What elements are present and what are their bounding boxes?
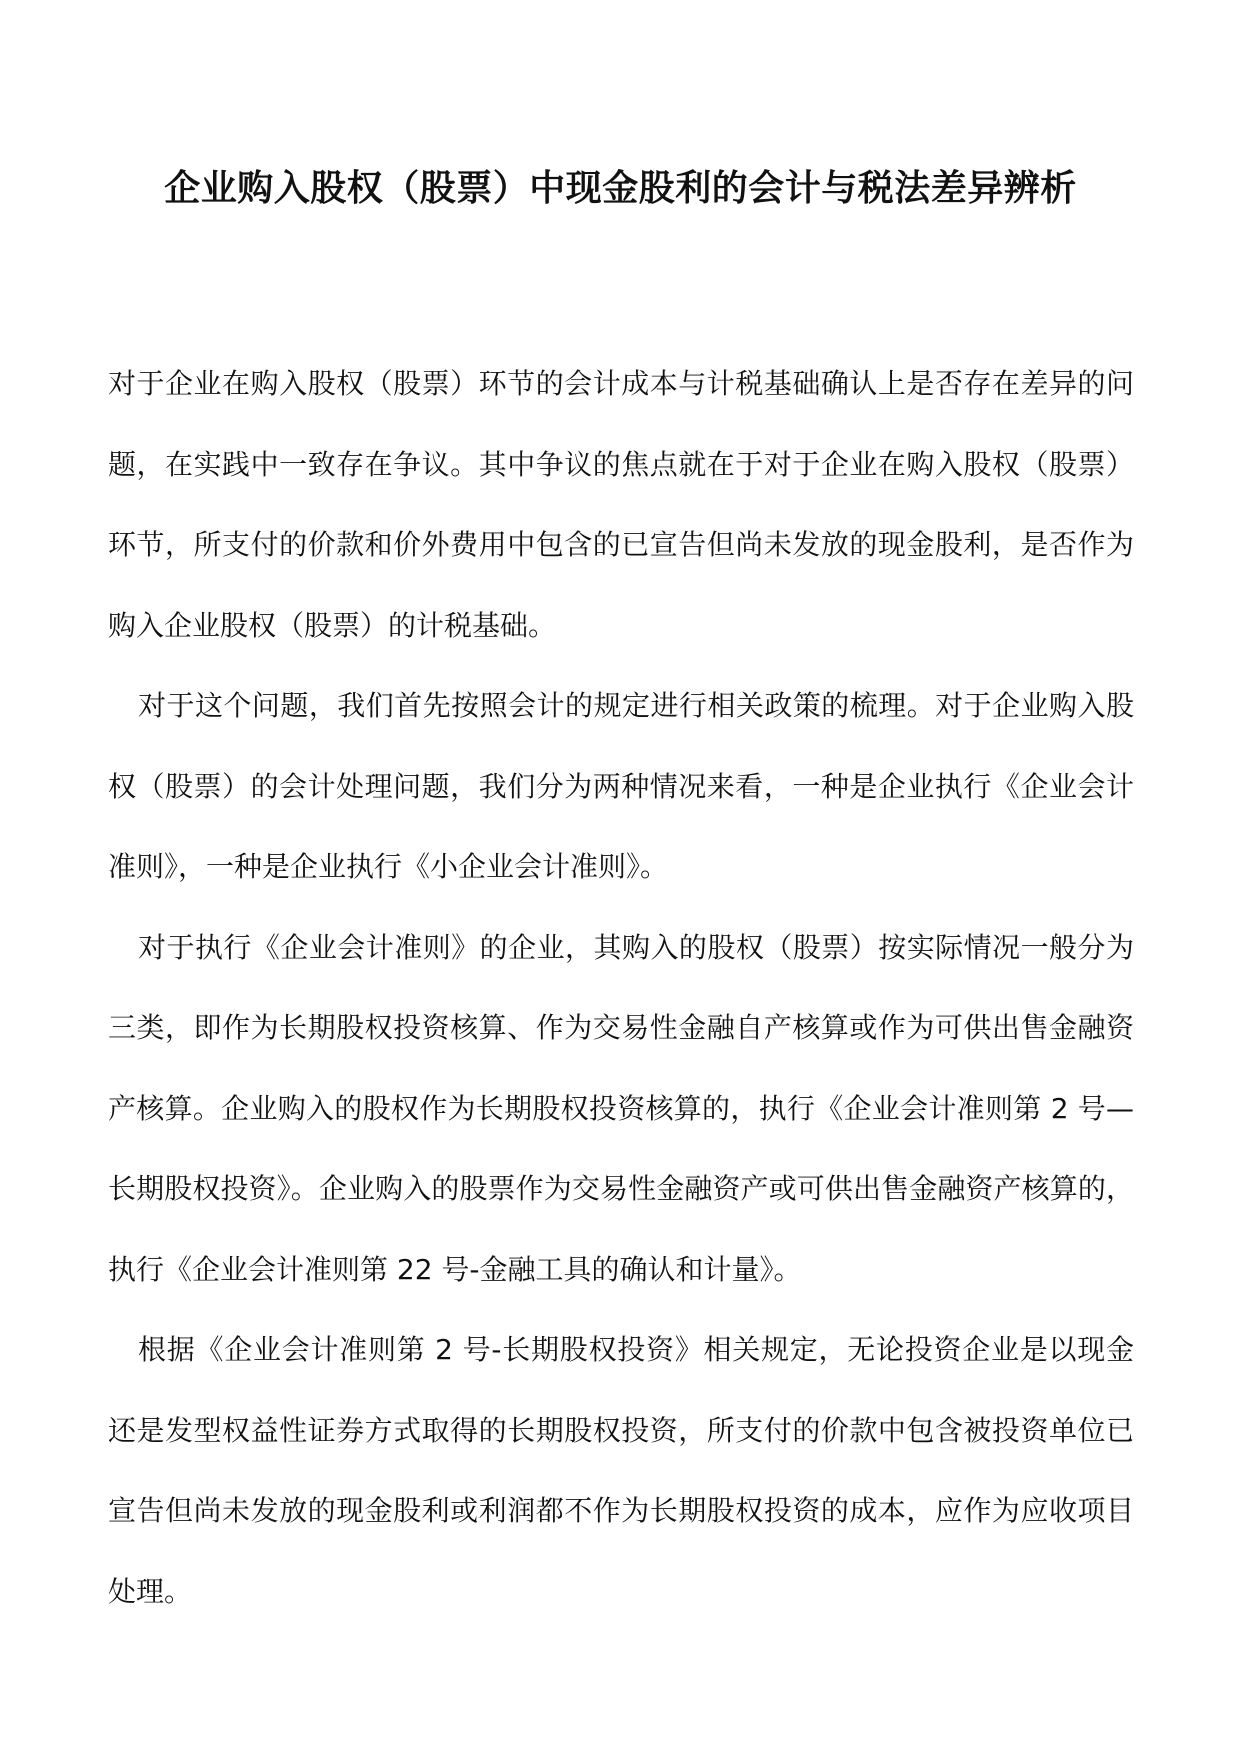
document-title: 企业购入股权（股票）中现金股利的会计与税法差异辨析 (164, 167, 1077, 209)
paragraph-3: 对于执行《企业会计准则》的企业，其购入的股权（股票）按实际情况一般分为三类，即作为长期股权投资核算、作为交易性金融自产核算或作为可供出售金融资产核算。企业购入的股权作为长期股权投资核算的，执行《企业会计准则第 2 号—长期股权投资》。企业购入的股票作为交易性金融资产或可供出售金融资产核算的，执行《企业会计准则第 22 号-金融工具的确认和计量》。 (108, 930, 1134, 1286)
paragraph-2: 对于这个问题，我们首先按照会计的规定进行相关政策的梳理。对于企业购入股权（股票）的会计处理问题，我们分为两种情况来看，一种是企业执行《企业会计准则》，一种是企业执行《小企业会计准则》。 (108, 689, 1134, 883)
paragraph-1: 对于企业在购入股权（股票）环节的会计成本与计税基础确认上是否存在差异的问题，在实践中一致存在争议。其中争议的焦点就在于对于企业在购入股权（股票）环节，所支付的价款和价外费用中包含的已宣告但尚未发放的现金股利，是否作为购入企业股权（股票）的计税基础。 (108, 367, 1134, 642)
paragraph-4: 根据《企业会计准则第 2 号-长期股权投资》相关规定，无论投资企业是以现金还是发型权益性证券方式取得的长期股权投资，所支付的价款中包含被投资单位已宣告但尚未发放的现金股利或利润都不作为长期股权投资的成本，应作为应收项目处理。 (108, 1333, 1134, 1608)
document-body (108, 344, 1134, 1632)
